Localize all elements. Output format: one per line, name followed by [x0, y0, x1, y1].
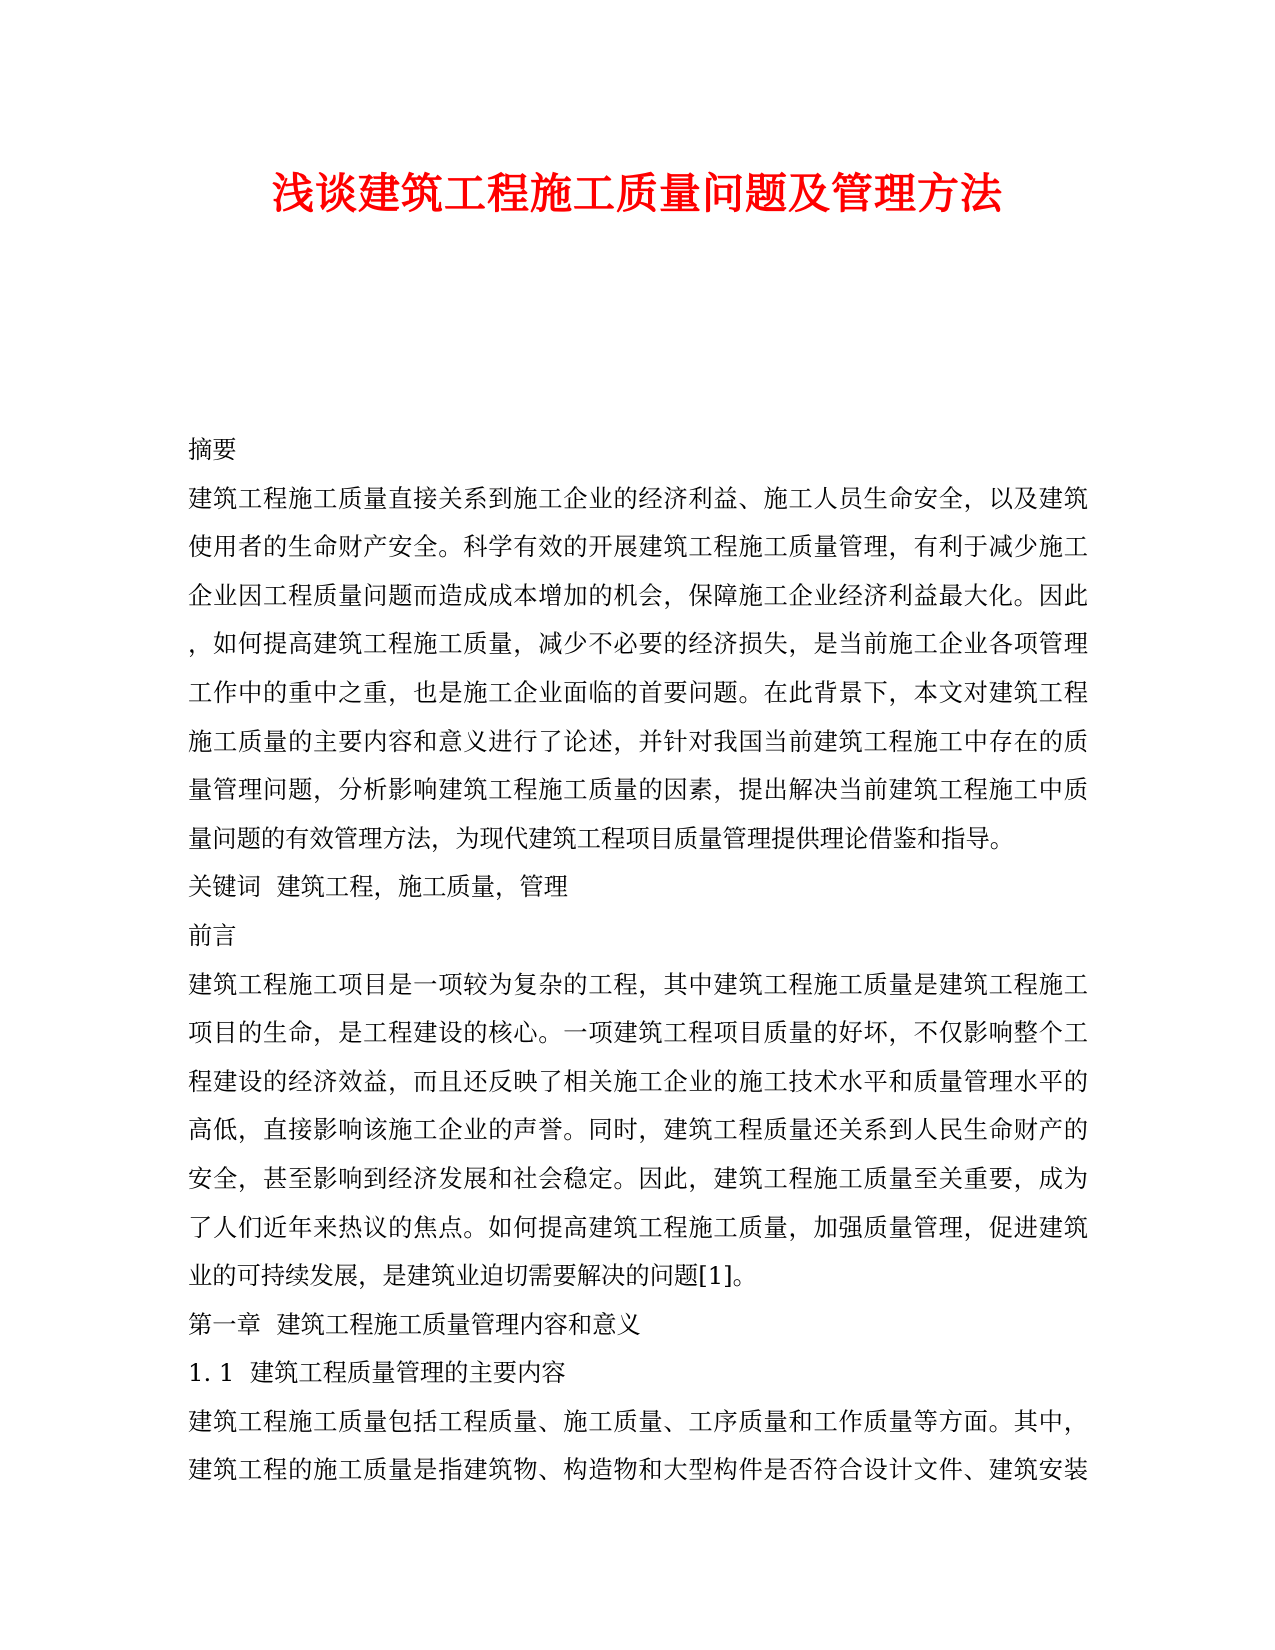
abstract-line: 使用者的生命财产安全。科学有效的开展建筑工程施工质量管理，有利于减少施工: [188, 532, 1088, 562]
preface-line: 安全，甚至影响到经济发展和社会稳定。因此，建筑工程施工质量至关重要，成为: [188, 1163, 1088, 1193]
abstract-line: 量问题的有效管理方法，为现代建筑工程项目质量管理提供理论借鉴和指导。: [188, 823, 1015, 853]
preface-heading: 前言: [188, 920, 237, 950]
preface-line: 高低，直接影响该施工企业的声誉。同时，建筑工程质量还关系到人民生命财产的: [188, 1115, 1088, 1145]
abstract-line: 建筑工程施工质量直接关系到施工企业的经济利益、施工人员生命安全，以及建筑: [188, 483, 1088, 513]
section-heading: 1. 1 建筑工程质量管理的主要内容: [188, 1358, 566, 1388]
keywords-line: 关键词 建筑工程，施工质量，管理: [188, 872, 568, 902]
document-body: [188, 426, 1088, 1495]
preface-line: 项目的生命，是工程建设的核心。一项建筑工程项目质量的好坏，不仅影响整个工: [188, 1018, 1088, 1048]
section-line: 建筑工程的施工质量是指建筑物、构造物和大型构件是否符合设计文件、建筑安装: [188, 1455, 1088, 1485]
section-line: 建筑工程施工质量包括工程质量、施工质量、工序质量和工作质量等方面。其中，: [188, 1406, 1088, 1436]
abstract-heading: 摘要: [188, 435, 237, 464]
preface-line: 建筑工程施工项目是一项较为复杂的工程，其中建筑工程施工质量是建筑工程施工: [188, 969, 1088, 999]
preface-line: 了人们近年来热议的焦点。如何提高建筑工程施工质量，加强质量管理，促进建筑: [188, 1212, 1088, 1242]
chapter-heading: 第一章 建筑工程施工质量管理内容和意义: [188, 1309, 641, 1339]
abstract-line: 工作中的重中之重，也是施工企业面临的首要问题。在此背景下，本文对建筑工程: [188, 677, 1088, 707]
document-title: 浅谈建筑工程施工质量问题及管理方法: [271, 169, 1003, 218]
preface-line: 程建设的经济效益，而且还反映了相关施工企业的施工技术水平和质量管理水平的: [188, 1066, 1088, 1096]
preface-line: 业的可持续发展，是建筑业迫切需要解决的问题[1]。: [188, 1261, 757, 1291]
abstract-line: 量管理问题，分析影响建筑工程施工质量的因素，提出解决当前建筑工程施工中质: [188, 775, 1088, 805]
abstract-line: 施工质量的主要内容和意义进行了论述，并针对我国当前建筑工程施工中存在的质: [188, 726, 1088, 756]
abstract-line: 企业因工程质量问题而造成成本增加的机会，保障施工企业经济利益最大化。因此: [188, 580, 1088, 610]
abstract-line: ，如何提高建筑工程施工质量，减少不必要的经济损失，是当前施工企业各项管理: [188, 629, 1088, 659]
